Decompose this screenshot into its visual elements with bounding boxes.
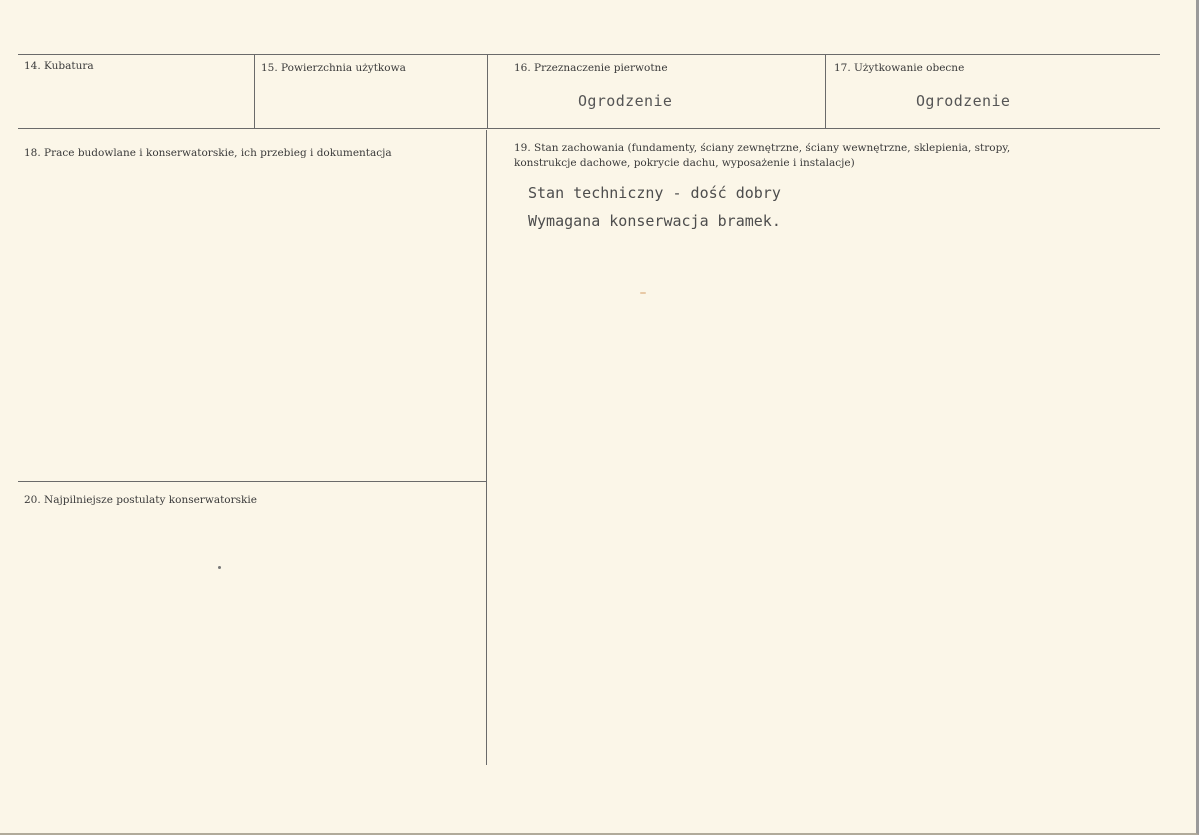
top-border-line (18, 54, 1160, 55)
field-19-text-line-1: Stan techniczny - dość dobry (528, 184, 781, 202)
field-17-value: Ogrodzenie (916, 92, 1011, 110)
paper-stain (640, 292, 646, 294)
divider-main-column (486, 130, 487, 765)
divider-14-15 (254, 55, 255, 128)
field-19-text-line-2: Wymagana konserwacja bramek. (528, 212, 781, 230)
field-18-label: 18. Prace budowlane i konserwatorskie, ich przebieg i dokumentacja (24, 147, 392, 159)
field-19-label-line-1: 19. Stan zachowania (fundamenty, ściany zewnętrzne, ściany wewnętrzne, sklepienia, stropy, (514, 142, 1011, 154)
field-20-top-line (18, 481, 486, 482)
field-19-label-line-2: konstrukcje dachowe, pokrycie dachu, wyposażenie i instalacje) (514, 157, 855, 169)
row-divider-line (18, 128, 1160, 129)
field-16-value: Ogrodzenie (578, 92, 673, 110)
divider-15-16 (487, 55, 488, 128)
paper-speck (218, 566, 221, 569)
field-20-label: 20. Najpilniejsze postulaty konserwatorskie (24, 494, 257, 506)
field-17-label: 17. Użytkowanie obecne (834, 62, 965, 74)
field-14-label: 14. Kubatura (24, 60, 94, 72)
field-16-label: 16. Przeznaczenie pierwotne (514, 62, 668, 74)
divider-16-17 (825, 55, 826, 128)
field-15-label: 15. Powierzchnia użytkowa (261, 62, 406, 74)
